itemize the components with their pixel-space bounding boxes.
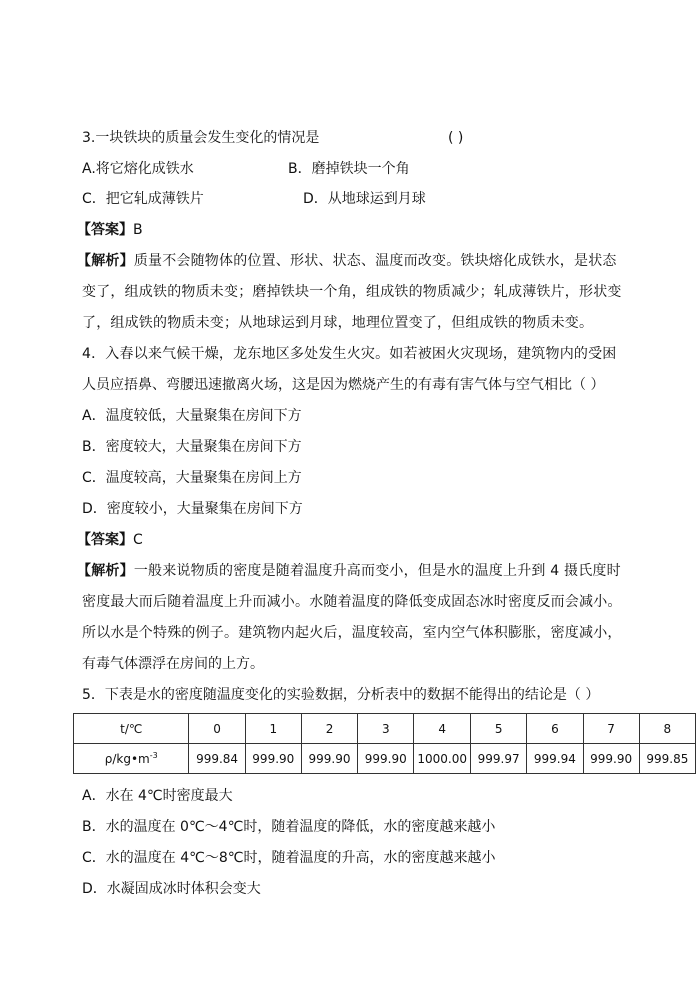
q3-analysis-line-3: 了，组成铁的物质未变；从地球运到月球，地理位置变了，但组成铁的物质未变。: [82, 315, 594, 331]
q3-option-d: D．从地球运到月球: [303, 191, 426, 207]
table-header-density: [74, 744, 189, 774]
q5-option-a: A．水在 4℃时密度最大: [82, 788, 233, 804]
q4-option-d: D．密度较小，大量聚集在房间下方: [82, 501, 303, 517]
q3-answer: [77, 220, 143, 240]
q3-answer-tag: 【答案】: [77, 222, 133, 238]
table-cell-density: 999.90: [301, 744, 357, 774]
table-cell-density: 999.84: [189, 744, 245, 774]
q4-option-a: A．温度较低，大量聚集在房间下方: [82, 408, 302, 424]
q3-answer-blank: ( ): [448, 130, 464, 146]
q4-analysis-line-3: 所以水是个特殊的例子。建筑物内起火后，温度较高，室内空气体积膨胀，密度减小，: [82, 625, 622, 641]
q4-analysis-text-1: 一般来说物质的密度是随着温度升高而变小，但是水的温度上升到 4 摄氏度时: [133, 563, 621, 579]
q3-question-text: 3.一块铁块的质量会发生变化的情况是: [82, 130, 320, 146]
q4-option-c: C．温度较高，大量聚集在房间上方: [82, 470, 302, 486]
table-cell-temp: 2: [301, 714, 357, 744]
q3-analysis-text-1: 质量不会随物体的位置、形状、状态、温度而改变。铁块熔化成铁水，是状态: [133, 253, 617, 269]
table-cell-temp: 5: [471, 714, 527, 744]
q4-answer-value: C: [133, 532, 143, 548]
q5-option-d: D．水凝固成冰时体积会变大: [82, 881, 261, 897]
table-cell-density: 999.85: [639, 744, 695, 774]
table-cell-temp: 6: [527, 714, 583, 744]
table-row-density: [74, 744, 696, 774]
table-cell-density: 999.97: [471, 744, 527, 774]
table-cell-temp: 8: [639, 714, 695, 744]
table-header-temperature: t/℃: [74, 714, 189, 744]
q4-question-line-2: 人员应捂鼻、弯腰迅速撤离火场，这是因为燃烧产生的有毒有害气体与空气相比（ ）: [82, 377, 605, 393]
q3-analysis-tag: 【解析】: [77, 253, 134, 269]
q4-answer-tag: 【答案】: [77, 532, 133, 548]
density-unit-exponent: -3: [149, 751, 158, 760]
q4-answer: [77, 530, 143, 550]
q3-analysis-line-2: 变了，组成铁的物质未变；磨掉铁块一个角，组成铁的物质减少；轧成薄铁片，形状变: [82, 284, 622, 300]
q4-analysis-line-4: 有毒气体漂浮在房间的上方。: [82, 656, 264, 672]
q3-option-a: A.将它熔化成铁水: [82, 161, 194, 177]
q3-question: [82, 128, 319, 148]
table-cell-temp: 0: [189, 714, 245, 744]
q3-option-c: C．把它轧成薄铁片: [82, 191, 204, 207]
table-row-temperature: [74, 714, 696, 744]
table-cell-density: 1000.00: [414, 744, 471, 774]
table-cell-temp: 1: [245, 714, 301, 744]
q4-analysis-line-1: [77, 561, 621, 581]
q4-analysis-line-2: 密度最大而后随着温度上升而减小。水随着温度的降低变成固态冰时密度反而会减小。: [82, 594, 622, 610]
q5-question: 5．下表是水的密度随温度变化的实验数据，分析表中的数据不能得出的结论是（ ）: [82, 687, 600, 703]
table-cell-density: 999.90: [245, 744, 301, 774]
table-cell-temp: 3: [358, 714, 414, 744]
q4-question-line-1: 4．入春以来气候干燥，龙东地区多处发生火灾。如若被困火灾现场，建筑物内的受困: [82, 346, 617, 362]
q5-option-c: C．水的温度在 4℃～8℃时，随着温度的升高，水的密度越来越小: [82, 850, 496, 866]
table-cell-density: 999.90: [583, 744, 639, 774]
q3-analysis-line-1: [77, 251, 617, 271]
table-cell-temp: 4: [414, 714, 471, 744]
q3-answer-value: B: [133, 222, 143, 238]
density-unit-base: ρ/kg•m: [104, 752, 150, 766]
q5-option-b: B．水的温度在 0℃～4℃时，随着温度的降低，水的密度越来越小: [82, 819, 496, 835]
table-cell-temp: 7: [583, 714, 639, 744]
q4-analysis-tag: 【解析】: [77, 563, 134, 579]
q4-option-b: B．密度较大，大量聚集在房间下方: [82, 439, 302, 455]
density-table: [73, 713, 696, 774]
table-cell-density: 999.90: [358, 744, 414, 774]
table-cell-density: 999.94: [527, 744, 583, 774]
q3-option-b: B．磨掉铁块一个角: [288, 161, 410, 177]
